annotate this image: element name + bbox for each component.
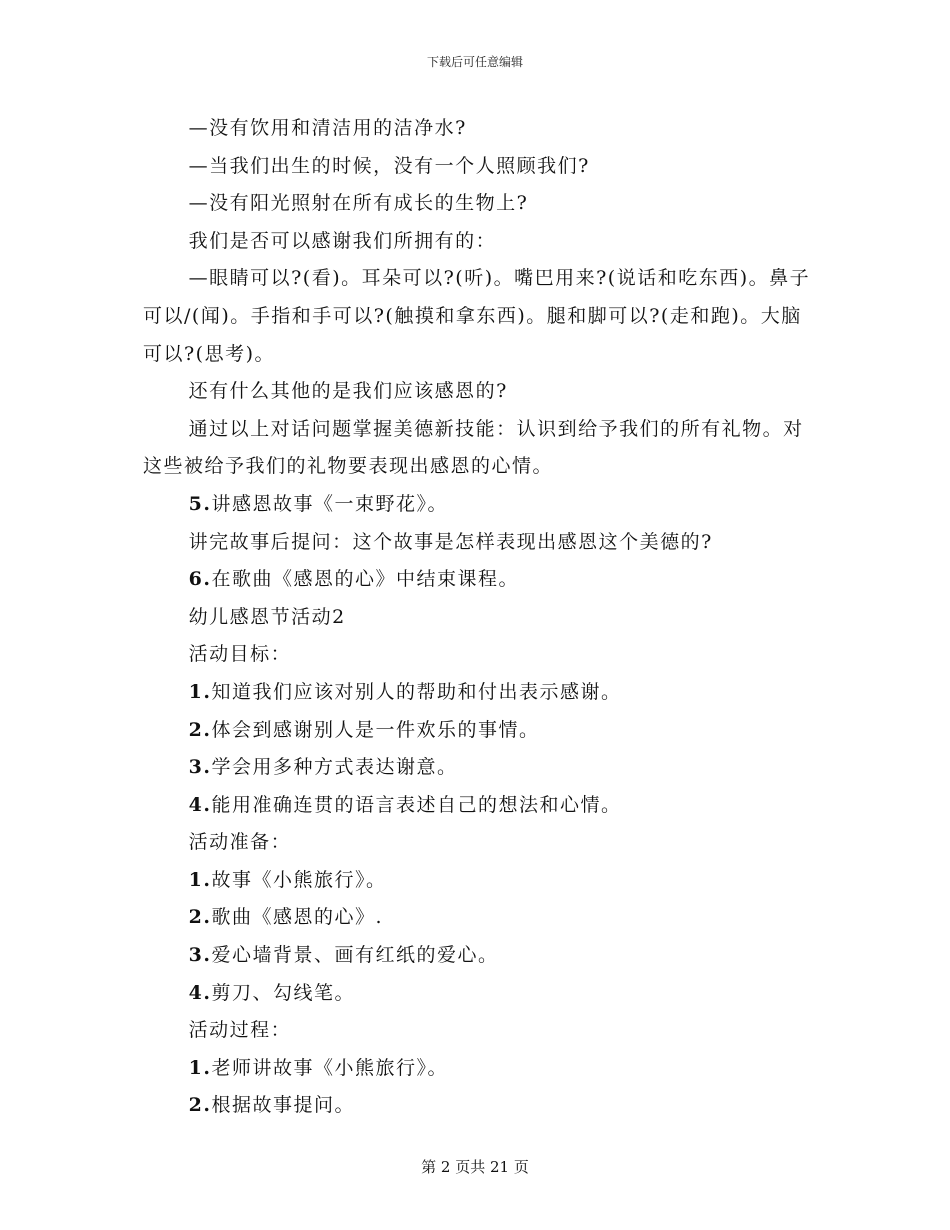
list-number: 4. bbox=[188, 981, 212, 1004]
list-item bbox=[143, 712, 815, 750]
paragraph-text: —眼睛可以?(看)。耳朵可以?(听)。嘴巴用来?(说话和吃东西)。鼻子可以/(闻)。手指和手可以?(触摸和拿东西)。腿和脚可以?(走和跑)。大脑可以?(思考)。 bbox=[143, 267, 811, 365]
paragraph-text: 活动目标： bbox=[188, 643, 292, 666]
section-label bbox=[143, 1012, 815, 1050]
paragraph-text: 我们是否可以感谢我们所拥有的： bbox=[188, 229, 497, 252]
paragraph bbox=[143, 185, 815, 223]
paragraph bbox=[143, 373, 815, 411]
section-heading bbox=[143, 599, 815, 637]
paragraph-text: 通过以上对话问题掌握美德新技能：认识到给予我们的所有礼物。对这些被给予我们的礼物要表现出感恩的心情。 bbox=[143, 417, 804, 478]
paragraph bbox=[143, 148, 815, 186]
paragraph bbox=[143, 411, 815, 486]
paragraph-text: 讲完故事后提问：这个故事是怎样表现出感恩这个美德的? bbox=[188, 530, 713, 553]
list-number: 3. bbox=[188, 944, 212, 967]
paragraph-text: —当我们出生的时候，没有一个人照顾我们? bbox=[188, 154, 590, 177]
paragraph-text: —没有饮用和清洁用的洁净水? bbox=[188, 117, 467, 139]
paragraph-text: 老师讲故事《小熊旅行》。 bbox=[211, 1056, 448, 1079]
paragraph-text: 能用准确连贯的语言表述自己的想法和心情。 bbox=[211, 793, 622, 816]
paragraph-text: 幼儿感恩节活动2 bbox=[188, 605, 346, 628]
paragraph bbox=[143, 260, 815, 373]
paragraph bbox=[143, 110, 815, 148]
list-number: 1. bbox=[188, 680, 212, 703]
list-item bbox=[143, 1087, 815, 1125]
list-number: 3. bbox=[188, 756, 212, 779]
paragraph-text: 学会用多种方式表达谢意。 bbox=[211, 756, 458, 779]
paragraph bbox=[143, 486, 815, 524]
list-item bbox=[143, 975, 815, 1013]
list-number: 2. bbox=[188, 1094, 212, 1117]
paragraph-text: 活动准备： bbox=[188, 831, 292, 854]
paragraph bbox=[143, 223, 815, 261]
list-item bbox=[143, 899, 815, 937]
list-number: 2. bbox=[188, 906, 212, 929]
list-number: 1. bbox=[188, 1056, 212, 1079]
list-item bbox=[143, 937, 815, 975]
paragraph-text: —没有阳光照射在所有成长的生物上? bbox=[188, 192, 529, 215]
paragraph-text: 活动过程： bbox=[188, 1019, 292, 1042]
list-number: 4. bbox=[188, 793, 212, 816]
document-body bbox=[143, 110, 815, 1125]
list-item bbox=[143, 674, 815, 712]
list-item bbox=[143, 749, 815, 787]
paragraph-text: 歌曲《感恩的心》. bbox=[211, 906, 383, 929]
section-label bbox=[143, 636, 815, 674]
list-number: 6. bbox=[188, 568, 212, 591]
list-number: 5. bbox=[188, 492, 212, 515]
page-footer: 第 2 页共 21 页 bbox=[421, 1158, 529, 1176]
paragraph-text: 知道我们应该对别人的帮助和付出表示感谢。 bbox=[211, 680, 622, 703]
list-item bbox=[143, 862, 815, 900]
paragraph bbox=[143, 561, 815, 599]
paragraph bbox=[143, 524, 815, 562]
paragraph-text: 体会到感谢别人是一件欢乐的事情。 bbox=[211, 718, 540, 741]
list-item bbox=[143, 787, 815, 825]
paragraph-text: 剪刀、勾线笔。 bbox=[211, 981, 355, 1004]
page-header: 下载后可任意编辑 bbox=[426, 55, 523, 69]
paragraph-text: 根据故事提问。 bbox=[211, 1094, 355, 1117]
list-item bbox=[143, 1050, 815, 1088]
section-label bbox=[143, 824, 815, 862]
list-number: 1. bbox=[188, 868, 212, 891]
paragraph-text: 还有什么其他的是我们应该感恩的? bbox=[188, 380, 508, 403]
paragraph-text: 在歌曲《感恩的心》中结束课程。 bbox=[211, 568, 519, 591]
paragraph-text: 故事《小熊旅行》。 bbox=[211, 868, 387, 891]
paragraph-text: 爱心墙背景、画有红纸的爱心。 bbox=[211, 944, 499, 967]
list-number: 2. bbox=[188, 718, 212, 741]
paragraph-text: 讲感恩故事《一束野花》。 bbox=[211, 492, 448, 515]
